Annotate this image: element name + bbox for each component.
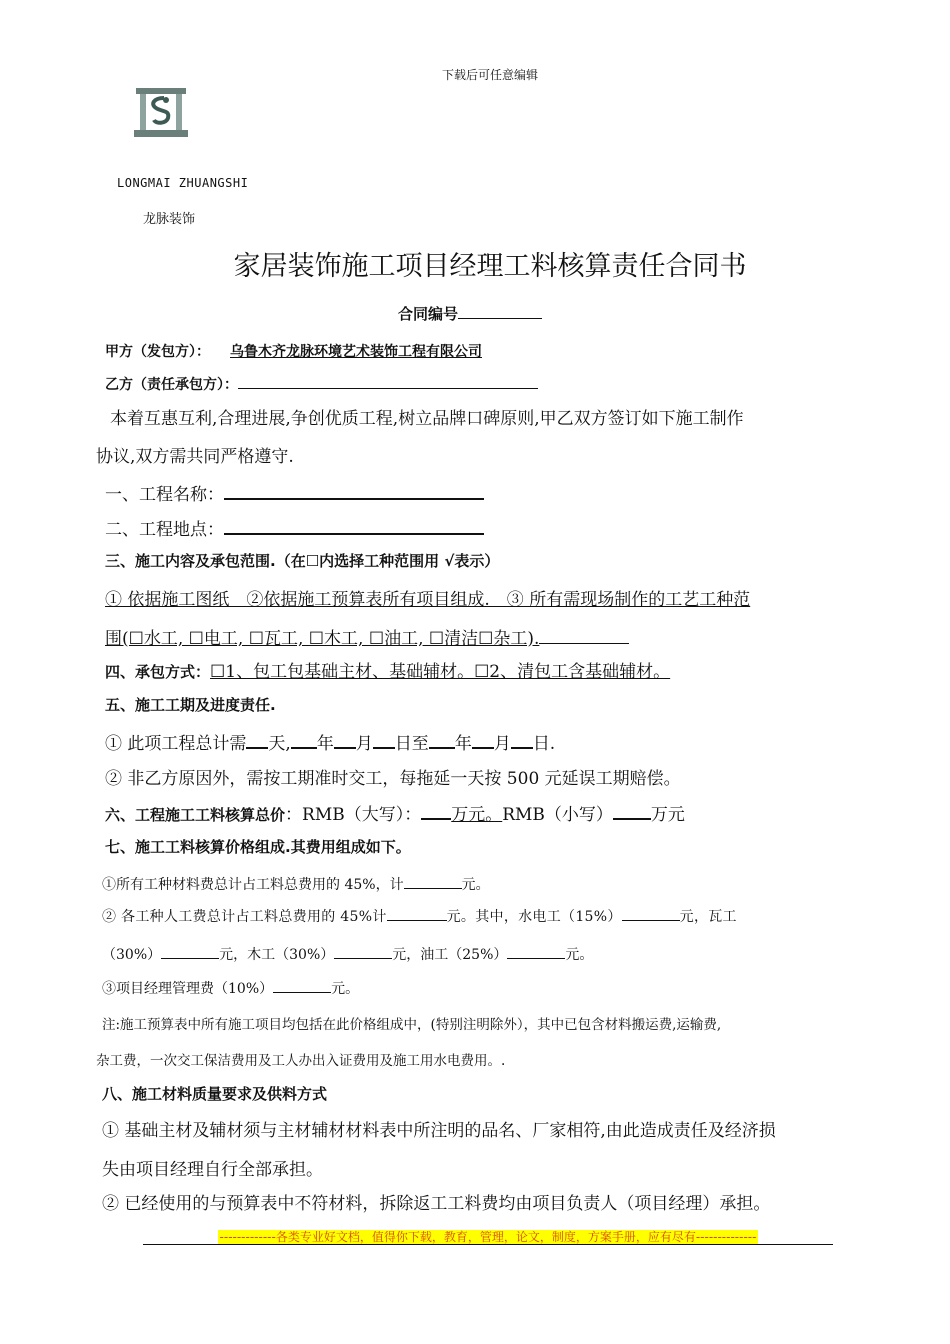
party-b [105, 374, 538, 394]
footer-bar [143, 1226, 833, 1245]
section-5-item-2: ② 非乙方原因外，需按工期准时交工，每拖延一天按 500 元延误工期赔偿。 [105, 769, 681, 789]
material-cost-label: ①所有工种材料费总计占工料总费用的 45%，计 [102, 877, 404, 893]
section-7-item-2 [102, 906, 737, 926]
section-7-item-4 [102, 978, 359, 998]
contract-number-label: 合同编号 [398, 305, 459, 323]
section-7-item-3 [102, 944, 593, 964]
note-line-1: 注:施工预算表中所有施工项目均包括在此价格组成中，(特别注明除外），其中已包含材料搬运费,运输费, [102, 1017, 722, 1033]
brand-chinese: 龙脉装饰 [143, 212, 196, 227]
section-3-blank [539, 626, 629, 644]
section-3-line-2-text: 围(☐水工, ☐电工, ☐瓦工, ☐木工, ☐油工, ☐清洁☐杂工). [105, 629, 540, 649]
dragon-seal-icon [126, 86, 200, 140]
carpentry-label: 元，木工（30%） [219, 947, 335, 963]
section-3-line-2 [105, 624, 629, 649]
intro-line-2: 协议,双方需共同严格遵守. [96, 447, 294, 467]
section-4-value: ☐1、包工包基础主材、基础辅材。☐2、清包工含基础辅材。 [210, 662, 671, 682]
section-7-heading: 七、施工工料核算价格组成.其费用组成如下。 [105, 838, 411, 856]
section-8-heading: 八、施工材料质量要求及供料方式 [102, 1085, 328, 1103]
rmb-upper-label: ：RMB（大写）： [285, 805, 422, 825]
section-1 [105, 480, 484, 505]
duration-label: ① 此项工程总计需 [105, 734, 247, 754]
section-6-label: 六、工程施工工料核算总价 [105, 806, 286, 824]
party-a [105, 341, 486, 361]
month-unit: 月 [355, 734, 373, 754]
document-title: 家居装饰施工项目经理工料核算责任合同书 [233, 251, 747, 282]
section-8-item-1b: 失由项目经理自行全部承担。 [102, 1160, 323, 1180]
days-blank [246, 731, 268, 749]
masonry-label: 元，瓦工 [679, 909, 737, 925]
painting-label: 元，油工（25%） [392, 947, 508, 963]
section-6 [105, 800, 685, 825]
painting-blank [507, 944, 565, 959]
carpentry-blank [334, 944, 392, 959]
section-1-label: 一、工程名称： [105, 485, 224, 505]
contract-number [398, 303, 542, 324]
section-8-item-1a: ① 基础主材及辅材须与主材辅材材料表中所注明的品名、厂家相符,由此造成责任及经济损 [102, 1121, 776, 1141]
section-3-line-1: ① 依据施工图纸 ②依据施工预算表所有项目组成. ③ 所有需现场制作的工艺工种范 [105, 590, 751, 610]
days-unit: 天, [268, 734, 291, 754]
party-b-blank [238, 374, 538, 389]
section-3-heading: 三、施工内容及承包范围.（在☐内选择工种范围用 √表示） [105, 552, 500, 570]
end-year-unit: 年 [454, 734, 472, 754]
project-name-blank [224, 482, 484, 500]
brand-english: LONGMAI ZHUANGSHI [117, 176, 249, 190]
day-to-unit: 日至 [394, 734, 429, 754]
section-8-item-2: ② 已经使用的与预算表中不符材料，拆除返工工料费均由项目负责人（项目经理）承担。 [102, 1194, 771, 1214]
footer-text: -------------各类专业好文档，值得你下载，教育，管理，论文，制度，方案手册，应有尽有-------------- [219, 1230, 757, 1244]
section-2 [105, 515, 484, 540]
party-b-label: 乙方（责任承包方）： [105, 377, 238, 393]
labor-cost-label: ② 各工种人工费总计占工料总费用的 45%计 [102, 909, 387, 925]
end-month-unit: 月 [493, 734, 511, 754]
start-year-blank [291, 731, 317, 749]
rmb-lower-label: RMB（小写） [502, 805, 613, 825]
start-day-blank [373, 731, 395, 749]
start-month-blank [334, 731, 356, 749]
section-4 [105, 657, 670, 682]
header-note: 下载后可任意编辑 [441, 68, 538, 82]
year-unit: 年 [316, 734, 334, 754]
project-site-blank [224, 517, 484, 535]
rmb-upper-blank [421, 802, 451, 820]
section-4-label: 四、承包方式： [105, 663, 211, 681]
party-a-label: 甲方（发包方）： [105, 344, 210, 360]
section-5-heading: 五、施工工期及进度责任. [105, 696, 276, 714]
rmb-lower-blank [613, 802, 651, 820]
end-day-blank [511, 731, 533, 749]
material-cost-blank [404, 874, 462, 889]
note-line-2: 杂工费，一次交工保洁费用及工人办出入证费用及施工用水电费用。. [96, 1053, 506, 1069]
material-cost-unit: 元。 [461, 877, 490, 893]
section-5-item-1 [105, 729, 555, 754]
painting-unit: 元。 [565, 947, 594, 963]
plumbing-blank [622, 906, 680, 921]
plumbing-label: 元。其中，水电工（15%） [446, 909, 622, 925]
management-fee-blank [273, 978, 331, 993]
masonry-blank [161, 944, 219, 959]
end-year-blank [429, 731, 455, 749]
end-month-blank [472, 731, 494, 749]
party-a-value: 乌鲁木齐龙脉环境艺术装饰工程有限公司 [230, 344, 482, 360]
masonry-pct: （30%） [102, 947, 162, 963]
rmb-upper-unit: 万元。 [451, 805, 503, 825]
rmb-lower-unit: 万元 [650, 805, 685, 825]
management-fee-label: ③项目经理管理费（10%） [102, 981, 274, 997]
intro-line-1: 本着互惠互利,合理进展,争创优质工程,树立品牌口碑原则,甲乙双方签订如下施工制作 [110, 409, 744, 429]
labor-cost-blank [387, 906, 447, 921]
section-2-label: 二、工程地点： [105, 520, 224, 540]
contract-number-blank [458, 304, 542, 319]
end-day-unit: 日. [532, 734, 556, 754]
management-fee-unit: 元。 [331, 981, 360, 997]
section-7-item-1 [102, 874, 490, 894]
